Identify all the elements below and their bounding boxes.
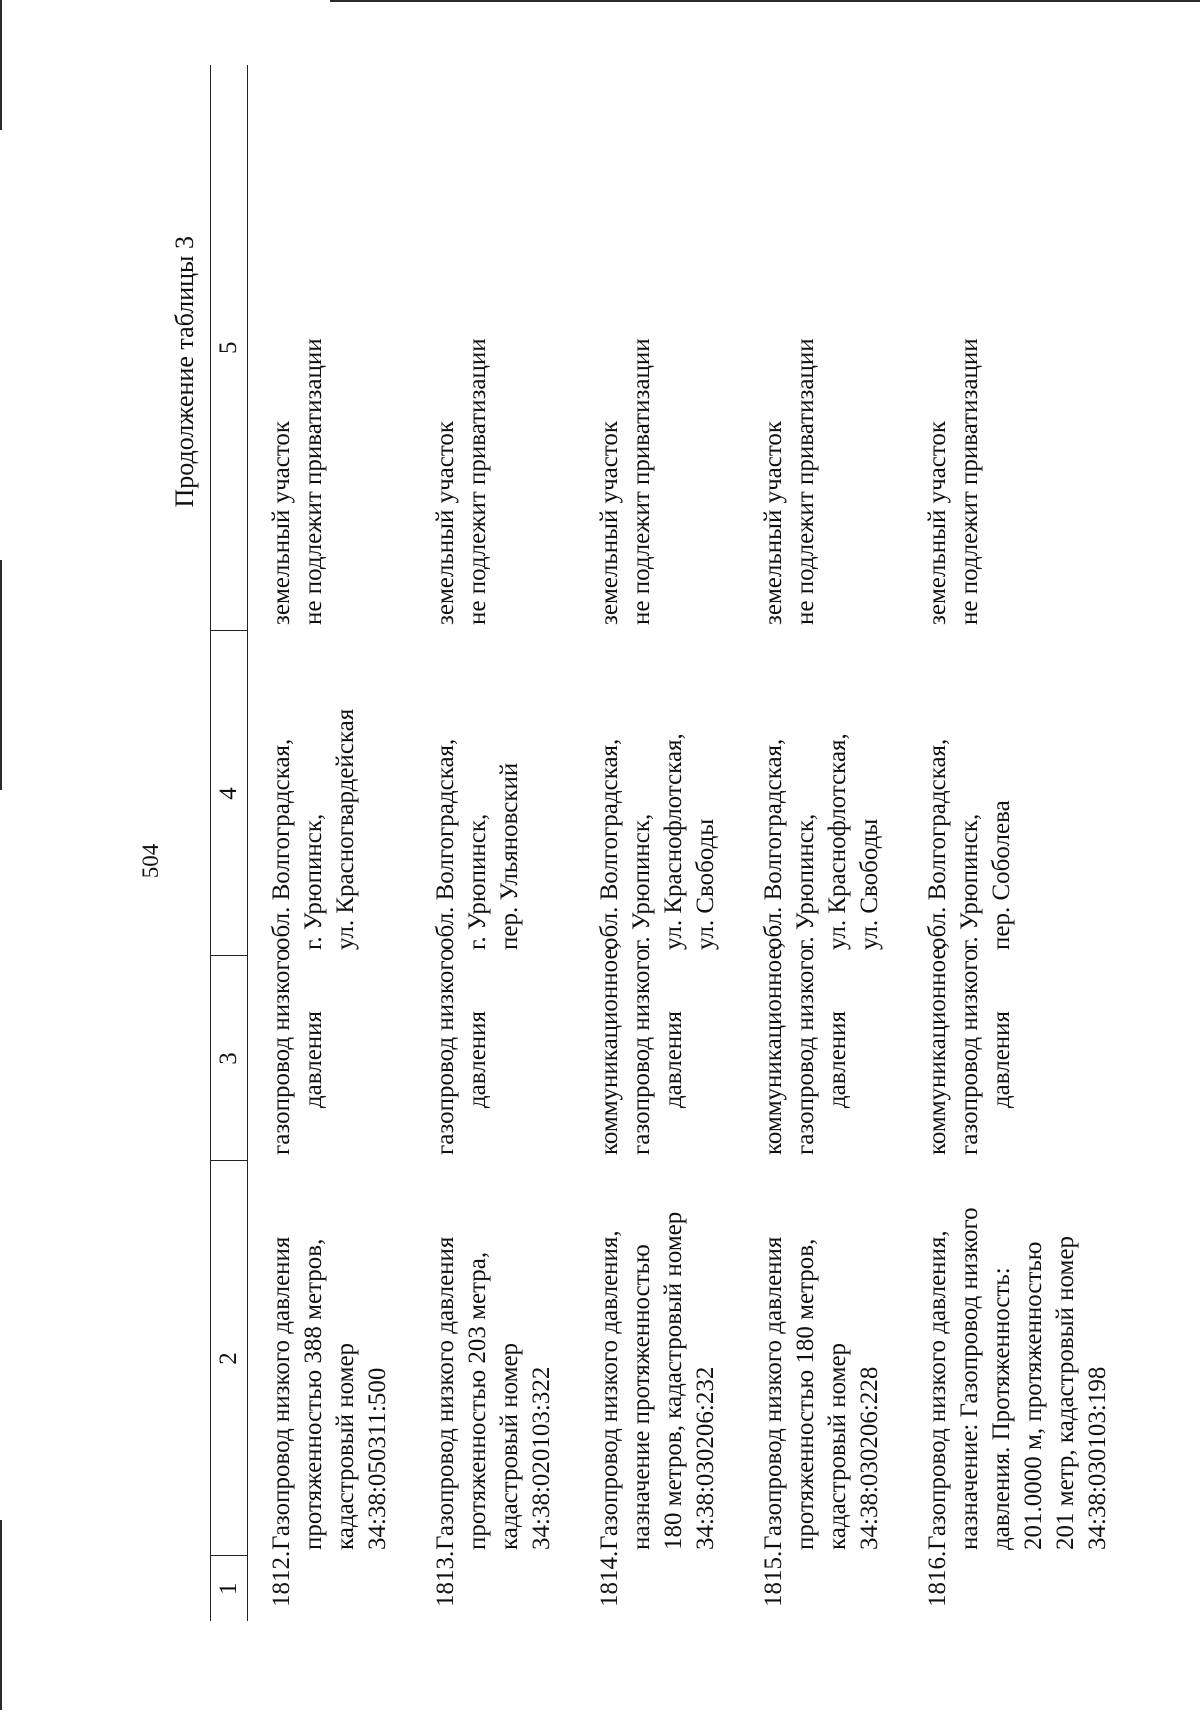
land-status-cell (740, 65, 904, 631)
cell-text-line: 34:38:030206:228 (856, 1366, 883, 1550)
cell-text-line: кадастровый номер (824, 1342, 851, 1550)
cell-text-line: г. Урюпинск, (300, 813, 327, 950)
scan-edge-line (330, 0, 1200, 2)
cell-text-line: 201 метр, кадастровый номер (1052, 1236, 1079, 1550)
column-header: 2 (211, 1161, 248, 1556)
object-name-cell (740, 1161, 904, 1556)
page-number: 504 (138, 843, 163, 879)
cell-text-line: газопровод низкого (792, 948, 819, 1155)
table-body (248, 65, 1133, 1621)
cell-text-line: ул. Красногвардейская (332, 708, 359, 950)
column-header: 5 (211, 65, 248, 631)
cell-text-line: газопровод низкого (956, 948, 983, 1155)
cell-text-line: Газопровод низкого давления, (596, 1230, 623, 1550)
object-type-cell (576, 942, 740, 1161)
cell-text-line: 34:38:020103:322 (528, 1366, 555, 1550)
cell-text-line: Газопровод низкого давления (432, 1236, 459, 1550)
column-header: 1 (211, 1556, 248, 1621)
cell-text-line: коммуникационное, (596, 942, 623, 1155)
address-cell (576, 631, 740, 956)
row-number-cell (412, 1550, 576, 1621)
cell-text-line: г. Урюпинск, (464, 813, 491, 950)
cell-text-line: земельный участок (760, 420, 787, 625)
object-type-cell (740, 942, 904, 1161)
address-cell (248, 631, 413, 956)
cell-text-line: пер. Ульяновский (496, 762, 523, 950)
cell-text-line: 1813. (432, 1550, 459, 1607)
object-name-cell (576, 1161, 740, 1556)
cell-text-line: коммуникационное, (924, 942, 951, 1155)
row-number-cell (740, 1550, 904, 1621)
cell-text-line: протяженностью 388 метров, (300, 1238, 327, 1550)
row-number-cell (248, 1550, 413, 1621)
cell-text-line: земельный участок (432, 420, 459, 625)
table-row (740, 65, 904, 1621)
cell-text-line: не подлежит приватизации (956, 338, 983, 625)
cell-text-line: ул. Свободы (692, 818, 719, 950)
cell-text-line: давления. Протяженность: (988, 1267, 1015, 1550)
table-caption: Продолжение таблицы 3 (170, 236, 199, 508)
object-name-cell (904, 1161, 1132, 1556)
cell-text-line: г. Урюпинск, (628, 813, 655, 950)
column-header: 4 (211, 631, 248, 956)
object-name-cell (412, 1161, 576, 1556)
cell-text-line: протяженностью 180 метров, (792, 1238, 819, 1550)
address-cell (740, 631, 904, 956)
cell-text-line: ул. Краснофлотская, (824, 733, 851, 950)
cell-text-line: пер. Соболева (988, 800, 1015, 950)
cell-text-line: давления (464, 1010, 491, 1109)
cell-text-line: не подлежит приватизации (792, 338, 819, 625)
cell-text-line: обл. Волгоградская, (924, 738, 951, 950)
cell-text-line: назначение: Газопровод низкого (956, 1207, 983, 1550)
cell-text-line: ул. Свободы (856, 818, 883, 950)
cell-text-line: Газопровод низкого давления, (924, 1230, 951, 1550)
cell-text-line: обл. Волгоградская, (596, 738, 623, 950)
scan-margin-mark (0, 0, 2, 130)
cell-text-line: не подлежит приватизации (300, 338, 327, 625)
cell-text-line: 1816. (924, 1550, 951, 1607)
cell-text-line: газопровод низкого (432, 948, 459, 1155)
object-type-cell (904, 942, 1132, 1161)
cell-text-line: 180 метров, кадастровый номер (660, 1211, 687, 1550)
cell-text-line: г. Урюпинск, (956, 813, 983, 950)
land-status-cell (248, 65, 413, 631)
cell-text-line: кадастровый номер (332, 1342, 359, 1550)
cell-text-line: 1814. (596, 1550, 623, 1607)
cell-text-line: ул. Краснофлотская, (660, 733, 687, 950)
cell-text-line: Газопровод низкого давления (268, 1236, 295, 1550)
cell-text-line: земельный участок (924, 420, 951, 625)
cell-text-line: не подлежит приватизации (464, 338, 491, 625)
cell-text-line: 34:38:030206:232 (692, 1366, 719, 1550)
cell-text-line: давления (824, 1010, 851, 1109)
cell-text-line: 1815. (760, 1550, 787, 1607)
object-type-cell (248, 948, 413, 1161)
cell-text-line: назначение протяженностью (628, 1244, 655, 1550)
property-table (210, 65, 1132, 1621)
table-header-row (211, 65, 248, 1621)
cell-text-line: обл. Волгоградская, (268, 738, 295, 950)
land-status-cell (576, 65, 740, 631)
cell-text-line: не подлежит приватизации (628, 338, 655, 625)
cell-text-line: 34:38:050311:500 (364, 1367, 391, 1550)
cell-text-line: газопровод низкого (268, 948, 295, 1155)
land-status-cell (412, 65, 576, 631)
cell-text-line: 201.0000 м, протяженностью (1020, 1241, 1047, 1550)
cell-text-line: 1812. (268, 1550, 295, 1607)
table-row (904, 65, 1132, 1621)
column-header: 3 (211, 956, 248, 1161)
cell-text-line: земельный участок (596, 420, 623, 625)
row-number-cell (904, 1550, 1132, 1621)
table-row (576, 65, 740, 1621)
cell-text-line: обл. Волгоградская, (760, 738, 787, 950)
address-cell (412, 631, 576, 956)
scan-margin-mark (0, 560, 2, 790)
cell-text-line: 34:38:030103:198 (1084, 1366, 1111, 1550)
table-row (248, 65, 413, 1621)
scan-margin-mark (0, 1520, 2, 1710)
land-status-cell (904, 65, 1132, 631)
cell-text-line: газопровод низкого (628, 948, 655, 1155)
cell-text-line: давления (660, 1010, 687, 1109)
address-cell (904, 631, 1132, 956)
cell-text-line: давления (300, 1010, 327, 1109)
row-number-cell (576, 1550, 740, 1621)
object-name-cell (248, 1161, 413, 1556)
cell-text-line: г. Урюпинск, (792, 813, 819, 950)
cell-text-line: земельный участок (268, 420, 295, 625)
cell-text-line: Газопровод низкого давления (760, 1236, 787, 1550)
rotated-page (60, 11, 1140, 1711)
cell-text-line: давления (988, 1010, 1015, 1109)
cell-text-line: обл. Волгоградская, (432, 738, 459, 950)
cell-text-line: протяженностью 203 метра, (464, 1251, 491, 1550)
cell-text-line: кадастровый номер (496, 1342, 523, 1550)
table-row (412, 65, 576, 1621)
cell-text-line: коммуникационное, (760, 942, 787, 1155)
object-type-cell (412, 948, 576, 1161)
